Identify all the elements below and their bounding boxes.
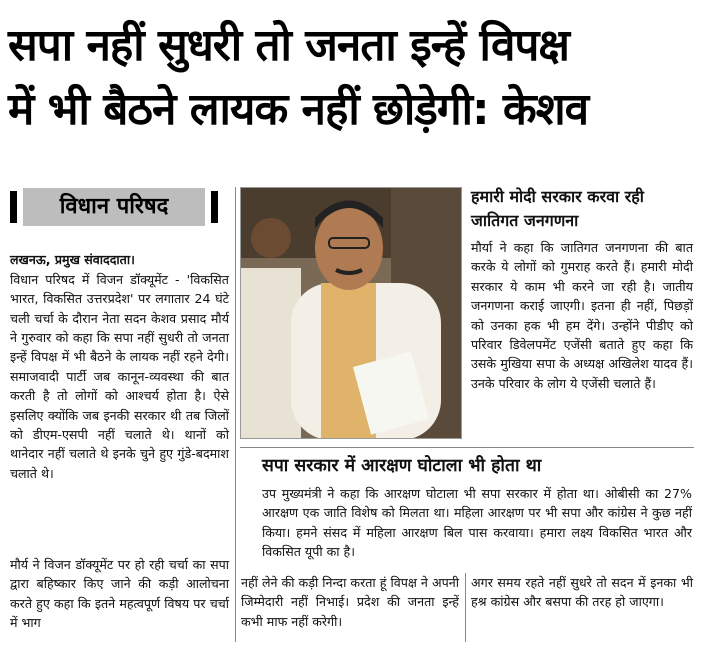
section-tag-right-bar: [211, 191, 218, 223]
section-tag: [10, 188, 218, 226]
section-tag-label: विधान परिषद: [23, 188, 205, 226]
middle-heading: सपा सरकार में आरक्षण घोटाला भी होता था: [262, 456, 542, 476]
news-photo: [240, 187, 462, 439]
article-column-1-continued: मौर्य ने विजन डॉक्यूमेंट पर हो रही चर्चा का सपा द्वारा बहिष्कार किए जाने की कड़ी आलोचना करते हुए कहा कि इतने महत्वपूर्ण विषय पर चर्चा में भाग: [10, 557, 229, 631]
column-1-text: विधान परिषद में विजन डॉक्यूमेंट - 'विकसित भारत, विकसित उत्तरप्रदेश' पर लगातार 24 घंटे चली चर्चा के दौरान नेता सदन केशव प्रसाद मौर्य ने गुरुवार को कहा कि सपा नहीं सुधरी तो जनता इन्हें विपक्ष में भी बैठने के लायक नहीं रहने देगी। समाजवादी पार्टी जब कानून-व्यवस्था की बात करती है तो लोगों को आश्चर्य होता है। ऐसे इसलिए क्योंकि जब इनकी सरकार थी तब जिलों को डीएम-एसपी नहीं चलाते थे। थानों को थानेदार नहीं चलाते थे इनके चुने हुए गुंडे-बदमाश चलाते थे।: [10, 271, 229, 481]
section-divider: [240, 447, 694, 448]
article-column-1: [10, 231, 229, 483]
column-divider-right: [465, 573, 466, 642]
bottom-middle-text: नहीं लेने की कड़ी निन्दा करता हूं विपक्ष ने अपनी जिम्मेदारी नहीं निभाई। प्रदेश की जनता इन्हें कभी माफ नहीं करेगी।: [241, 575, 459, 629]
byline: लखनऊ, प्रमुख संवाददाता।: [10, 252, 135, 268]
bottom-right-text: अगर समय रहते नहीं सुधरे तो सदन में इनका भी हश्र कांग्रेस और बसपा की तरह हो जाएगा।: [471, 575, 693, 610]
headline: [8, 14, 694, 142]
section-tag-left-bar: [10, 191, 17, 223]
right-subheading: हमारी मोदी सरकार करवा रही जातिगत जनगणना: [471, 187, 644, 230]
headline-line-2: में भी बैठने लायक नहीं छोड़ेगी: केशव: [8, 84, 589, 135]
headline-line-1: सपा नहीं सुधरी तो जनता इन्हें विपक्ष: [8, 20, 569, 71]
column-divider-left: [235, 187, 236, 642]
speaker-photo-illustration: [241, 188, 462, 439]
right-column-text: मौर्या ने कहा कि जातिगत जनगणना की बात करके ये लोगों को गुमराह करते हैं। हमारी मोदी सरकार ये काम भी करने जा रही है। जातीय जनगणना कराई जाएगी। इतना ही नहीं, पिछड़ों को उनका हक भी हम देंगे। उन्होंने पीडीए को परिवार डिवेलपमेंट एजेंसी बताते हुए कहा कि उसके मुखिया सपा के अध्यक्ष अखिलेश यादव हैं। उनके परिवार के लोग ये एजेंसी चलाते हैं।: [471, 240, 693, 391]
middle-text: उप मुख्यमंत्री ने कहा कि आरक्षण घोटाला भी सपा सरकार में होता था। ओबीसी का 27% आरक्षण एक जाति विशेष को मिलता था। महिला आरक्षण पर भी सपा और कांग्रेस ने कुछ नहीं किया। हमने संसद में महिला आरक्षण बिल पास करवाया। हमारा लक्ष्य विकसित भारत और विकसित यूपी का है।: [262, 486, 692, 560]
